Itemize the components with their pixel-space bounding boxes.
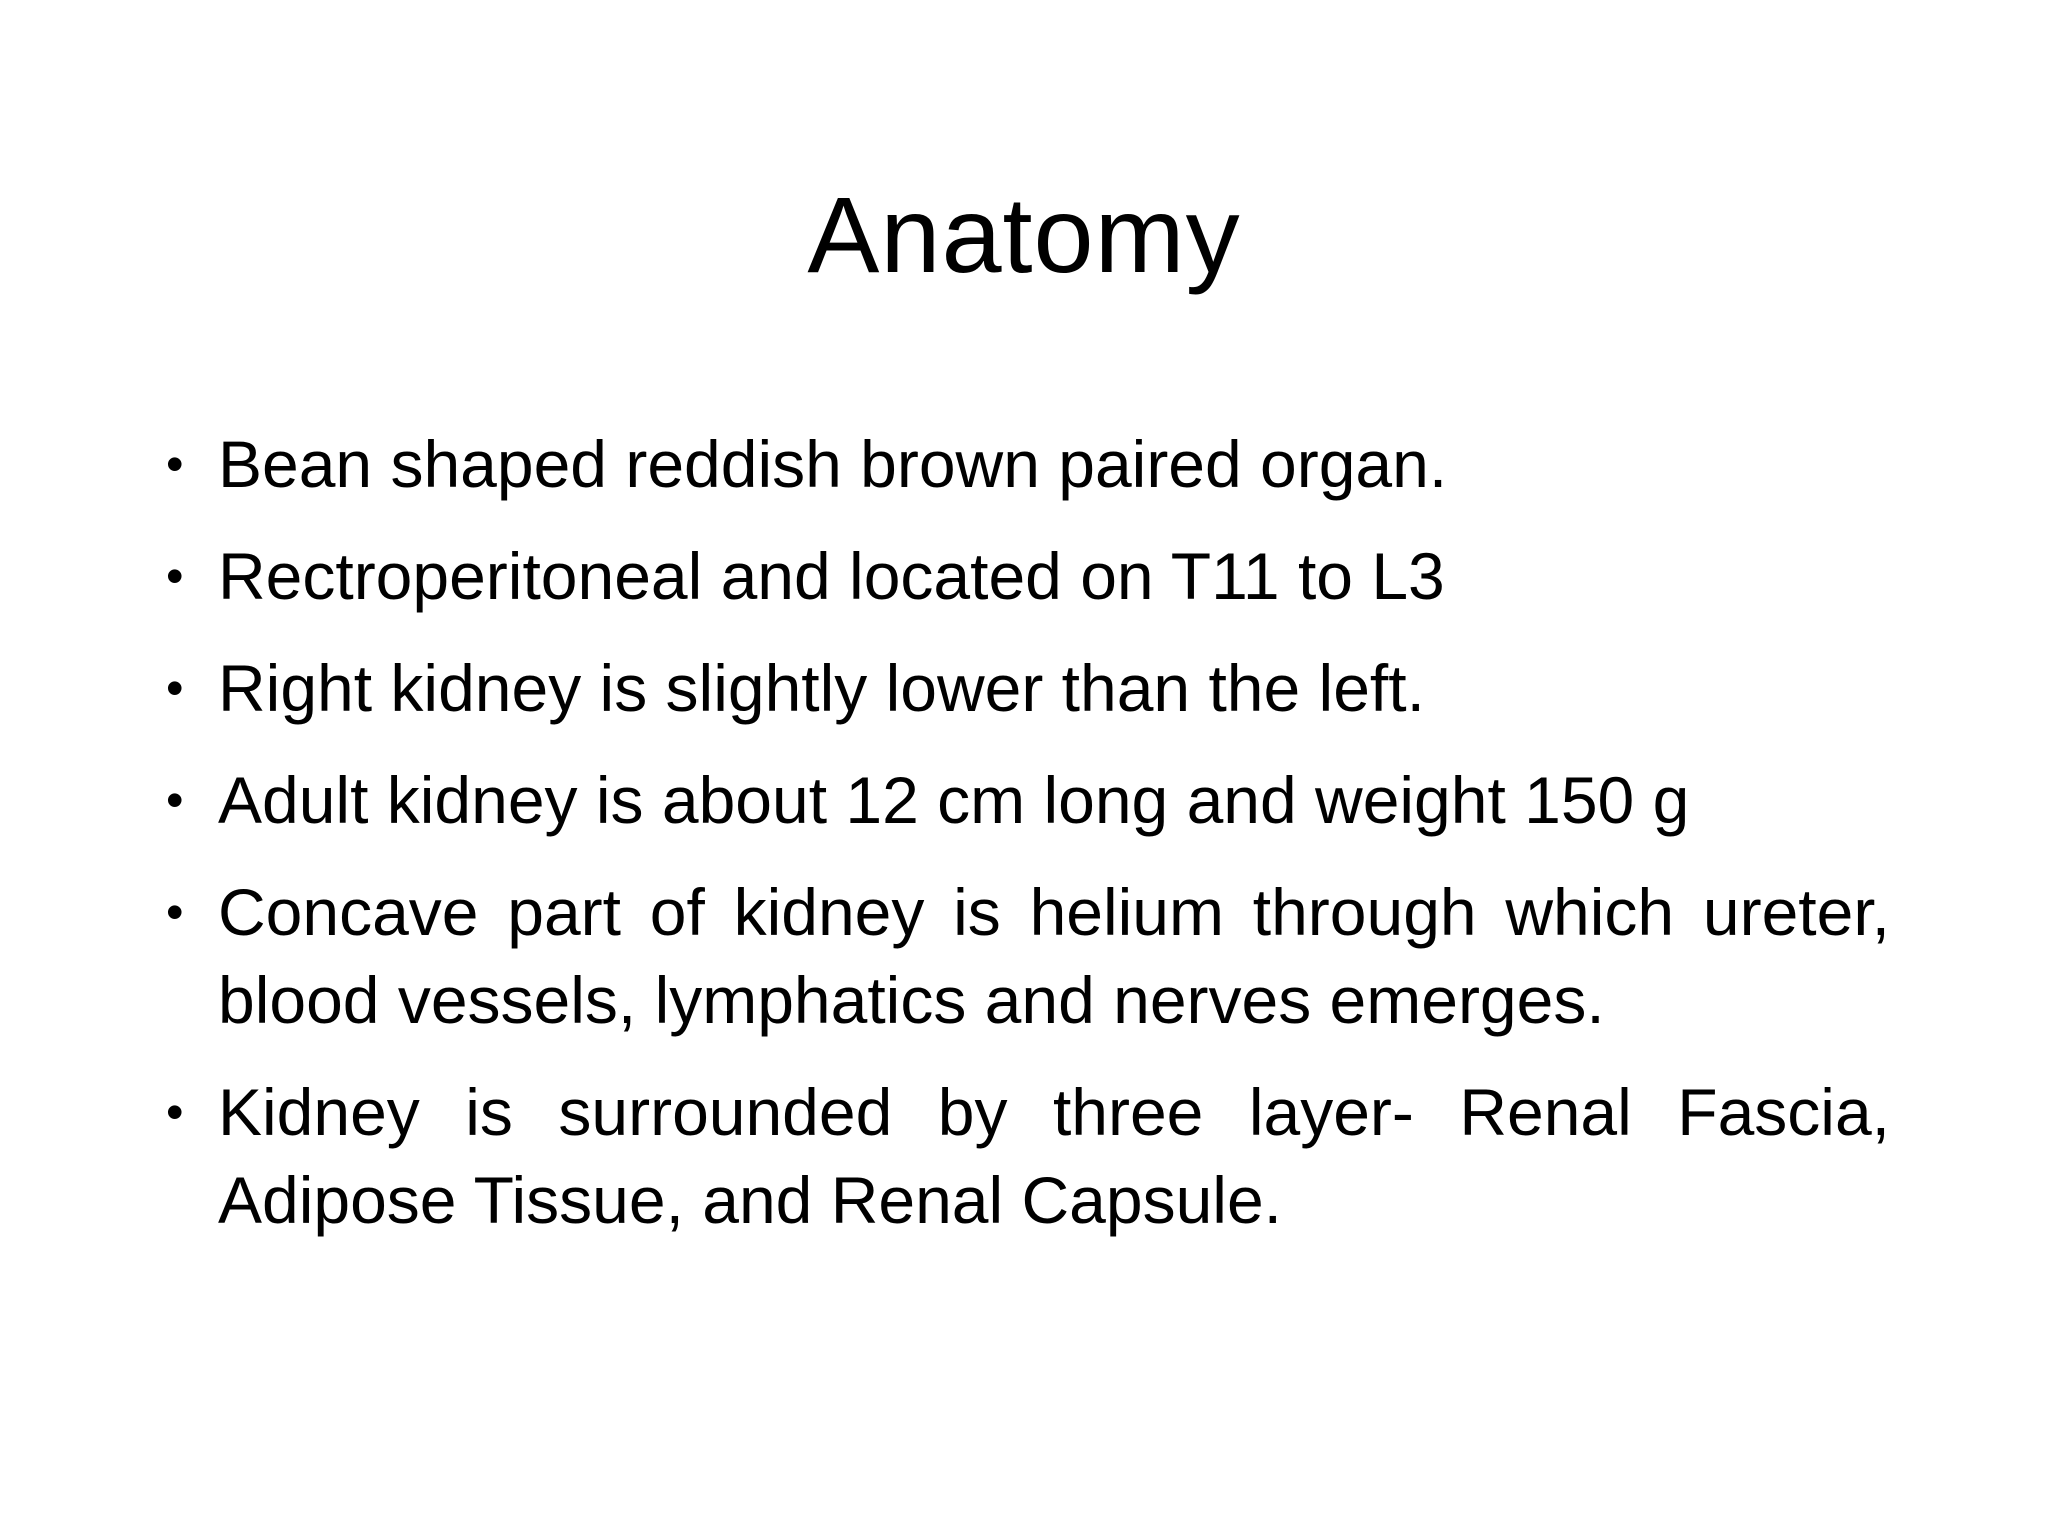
bullet-dot-icon: • <box>166 772 184 828</box>
bullet-text: Adult kidney is about 12 cm long and weight 150 g <box>218 763 1690 837</box>
bullet-item <box>160 532 1890 620</box>
bullet-dot-icon: • <box>166 660 184 716</box>
bullet-text: Kidney is surrounded by three layer- Renal Fascia, Adipose Tissue, and Renal Capsule. <box>218 1075 1890 1237</box>
bullet-item <box>160 644 1890 732</box>
bullet-item <box>160 1068 1890 1244</box>
bullet-text: Rectroperitoneal and located on T11 to L3 <box>218 539 1445 613</box>
bullet-item <box>160 420 1890 508</box>
slide-title: Anatomy <box>807 174 1241 295</box>
bullet-text: Bean shaped reddish brown paired organ. <box>218 427 1448 501</box>
bullet-text: Concave part of kidney is helium through which ureter, blood vessels, lymphatics and nerves emerges. <box>218 875 1890 1037</box>
bullet-dot-icon: • <box>166 436 184 492</box>
bullet-item <box>160 756 1890 844</box>
bullet-text: Right kidney is slightly lower than the left. <box>218 651 1425 725</box>
bullet-item <box>160 868 1890 1044</box>
bullet-dot-icon: • <box>166 548 184 604</box>
bullet-dot-icon: • <box>166 1084 184 1140</box>
bullet-dot-icon: • <box>166 884 184 940</box>
bullet-list <box>160 420 1890 1268</box>
